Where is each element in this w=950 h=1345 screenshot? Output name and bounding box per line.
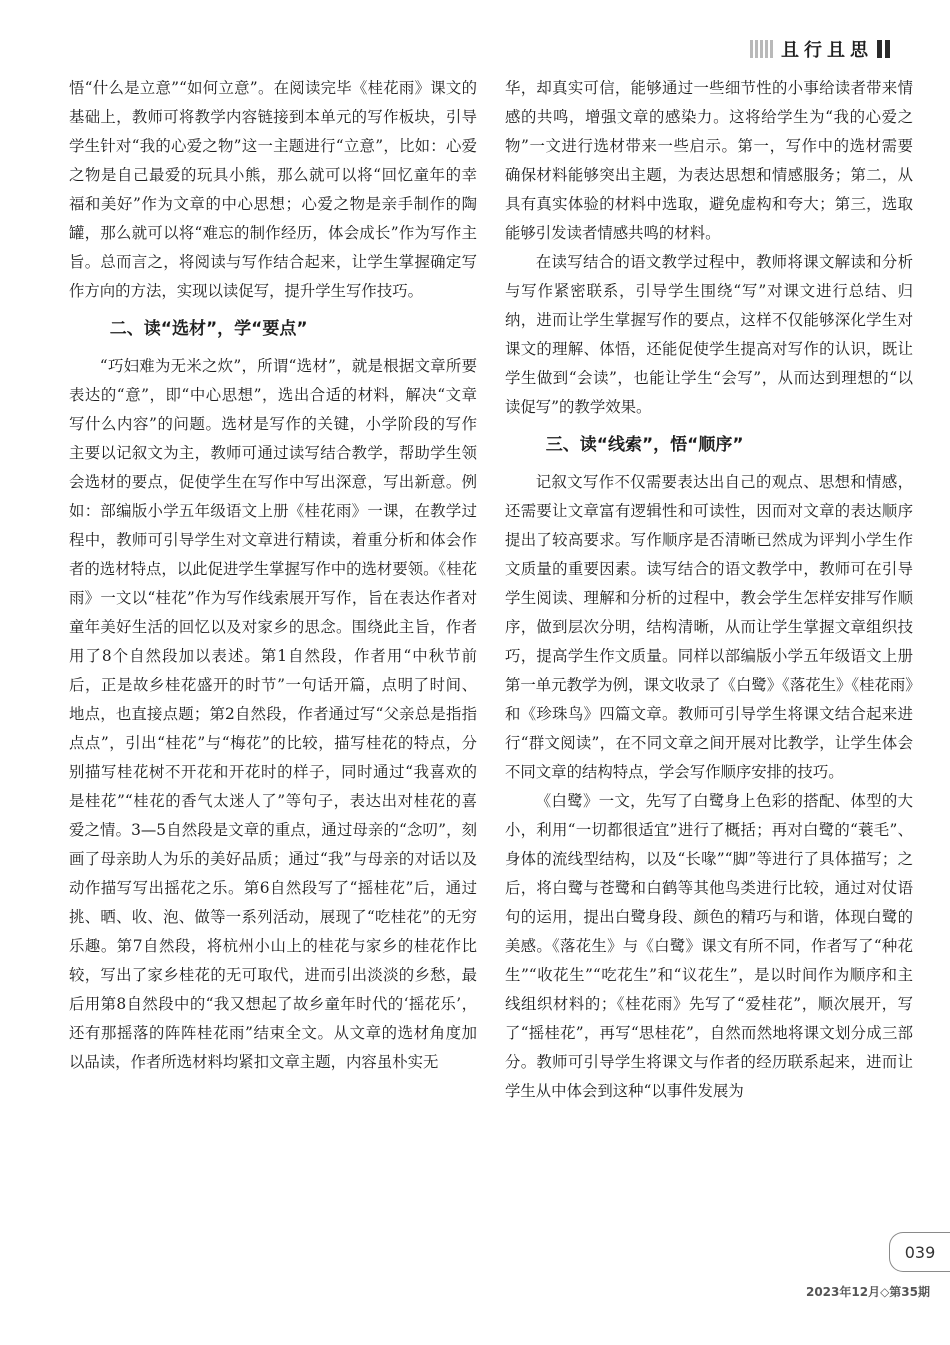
running-header [750,38,890,60]
right-column [505,74,913,1106]
paragraph: 记叙文写作不仅需要表达出自己的观点、思想和情感，还需要让文章富有逻辑性和可读性，因而对文章的表达顺序提出了较高要求。写作顺序是否清晰已然成为评判小学生作文质量的重要因素。读写结合的语文教学中，教师可在引导学生阅读、理解和分析的过程中，教会学生怎样安排写作顺序，做到层次分明，结构清晰，从而让学生掌握文章组织技巧，提高学生作文质量。同样以部编版小学五年级语文上册第一单元教学为例，课文收录了《白鹭》《落花生》《桂花雨》和《珍珠鸟》四篇文章。教师可引导学生将课文结合起来进行“群文阅读”，在不同文章之间开展对比教学，让学生体会不同文章的结构特点，学会写作顺序安排的技巧。 [505,473,913,781]
paragraph: 《白鹭》一文，先写了白鹭身上色彩的搭配、体型的大小，利用“一切都很适宜”进行了概括；再对白鹭的“蓑毛”、身体的流线型结构，以及“长喙”“脚”等进行了具体描写；之后，将白鹭与苍鹭和白鹤等其他鸟类进行比较，通过对仗语句的运用，提出白鹭身段、颜色的精巧与和谐，体现白鹭的美感。《落花生》与《白鹭》课文有所不同，作者写了“种花生”“收花生”“吃花生”和“议花生”，是以时间作为顺序和主线组织材料的；《桂花雨》先写了“爱桂花”，顺次展开，写了“摇桂花”，再写“思桂花”，自然而然地将课文划分成三部分。教师可引导学生将课文与作者的经历联系起来，进而让学生从中体会到这种“以事件发展为 [505,792,913,1100]
issue-info: 2023年12月◇第35期 [805,1285,930,1299]
paragraph: 华，却真实可信，能够通过一些细节性的小事给读者带来情感的共鸣，增强文章的感染力。这将给学生为“我的心爱之物”一文进行选材带来一些启示。第一，写作中的选材需要确保材料能够突出主题，为表达思想和情感服务；第二，从具有真实体验的材料中选取，避免虚构和夸大；第三，选取能够引发读者情感共鸣的材料。 [505,79,913,242]
paragraph: 在读写结合的语文教学过程中，教师将课文解读和分析与写作紧密联系，引导学生围绕“写”对课文进行总结、归纳，进而让学生掌握写作的要点，这样不仅能够深化学生对课文的理解、体悟，还能促使学生提高对写作的认识，既让学生做到“会读”，也能让学生“会写”，从而达到理想的“以读促写”的教学效果。 [505,253,913,416]
left-column [69,74,477,1077]
section-heading-2: 二、读“选材”，学“要点” [109,319,308,339]
header-decoration-right [877,40,890,58]
paragraph: “巧妇难为无米之炊”，所谓“选材”，就是根据文章所要表达的“意”，即“中心思想”，选出合适的材料，解决“文章写什么内容”的问题。选材是写作的关键，小学阶段的写作主要以记叙文为主，教师可通过读写结合教学，帮助学生领会选材的要点，促使学生在写作中写出深意，写出新意。例如：部编版小学五年级语文上册《桂花雨》一课，在教学过程中，教师可引导学生对文章进行精读，着重分析和体会作者的选材特点，以此促进学生掌握写作中的选材要领。《桂花雨》一文以“桂花”作为写作线索展开写作，旨在表达作者对童年美好生活的回忆以及对家乡的思念。围绕此主旨，作者用了8个自然段加以表述。第1自然段，作者用“中秋节前后，正是故乡桂花盛开的时节”一句话开篇，点明了时间、地点，也直接点题；第2自然段，作者通过写“父亲总是指指点点”，引出“桂花”与“梅花”的比较，描写桂花的特点，分别描写桂花树不开花和开花时的样子，同时通过“我喜欢的是桂花”“桂花的香气太迷人了”等句子，表达出对桂花的喜爱之情。3—5自然段是文章的重点，通过母亲的“念叨”，刻画了母亲助人为乐的美好品质；通过“我”与母亲的对话以及动作描写写出摇花之乐。第6自然段写了“摇桂花”后，通过挑、晒、收、泡、做等一系列活动，展现了“吃桂花”的无穷乐趣。第7自然段，将杭州小山上的桂花与家乡的桂花作比较，写出了家乡桂花的无可取代，进而引出淡淡的乡愁，最后用第8自然段中的“我又想起了故乡童年时代的‘摇花乐’，还有那摇落的阵阵桂花雨”结束全文。从文章的选材角度加以品读，作者所选材料均紧扣文章主题，内容虽朴实无 [69,357,477,1071]
page-number: 039 [889,1232,950,1272]
header-title: 且行且思 [781,40,873,61]
paragraph: 悟“什么是立意”“如何立意”。在阅读完毕《桂花雨》课文的基础上，教师可将教学内容链接到本单元的写作板块，引导学生针对“我的心爱之物”这一主题进行“立意”，比如：心爱之物是自己最爱的玩具小熊，那么就可以将“回忆童年的幸福和美好”作为文章的中心思想；心爱之物是亲手制作的陶罐，那么就可以将“难忘的制作经历，体会成长”作为写作主旨。总而言之，将阅读与写作结合起来，让学生掌握确定写作方向的方法，实现以读促写，提升学生写作技巧。 [69,79,477,300]
header-decoration-left [750,40,773,58]
section-heading-3: 三、读“线索”，悟“顺序” [545,435,744,455]
